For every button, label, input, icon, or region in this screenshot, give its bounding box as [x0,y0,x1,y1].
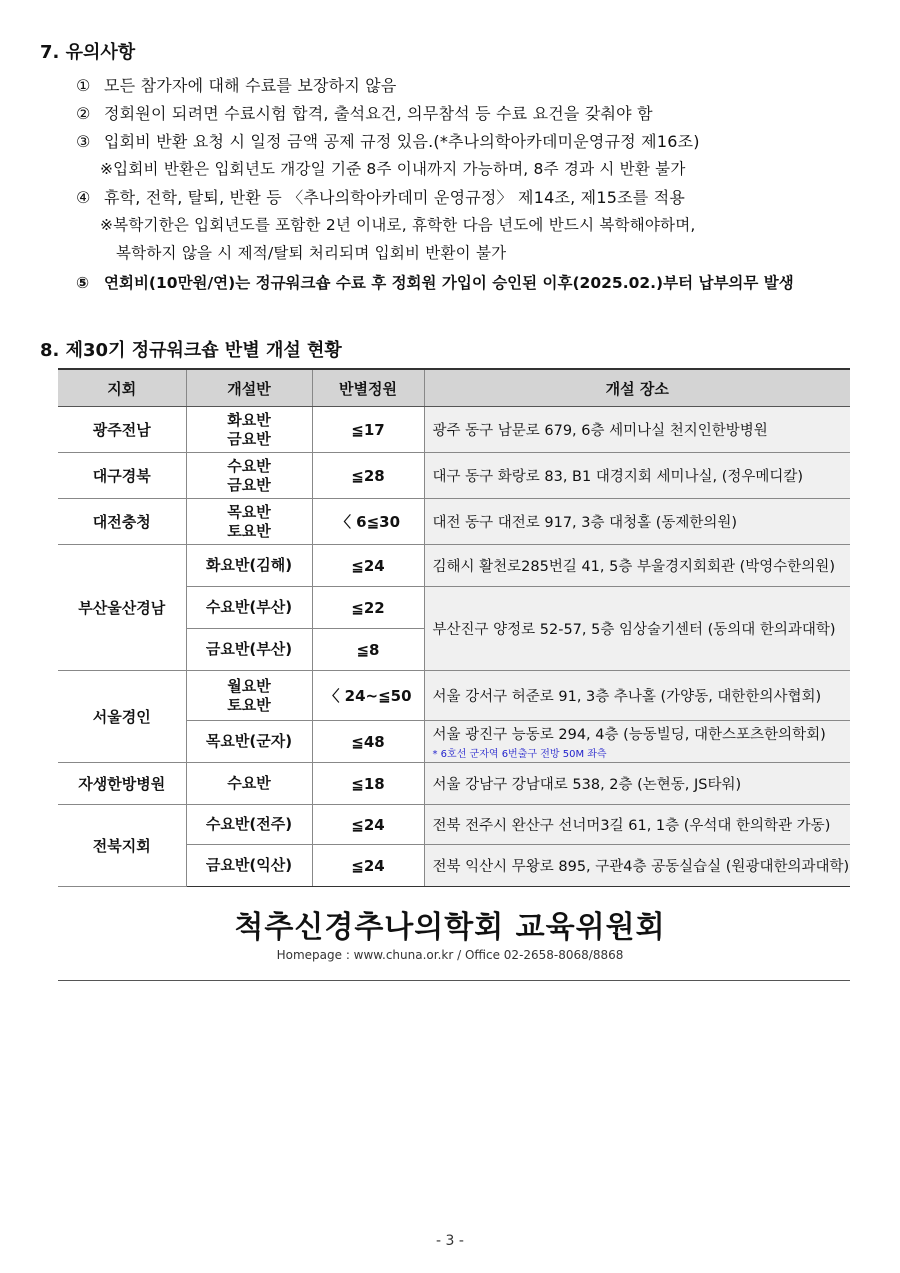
region-cell: 광주전남 [58,407,186,453]
capacity-cell: ≦24 [312,545,424,587]
table-row [58,763,850,805]
class-cell: 수요반 금요반 [186,453,312,499]
capacity-cell: ≦28 [312,453,424,499]
place-cell: 전북 전주시 완산구 선너머3길 61, 1층 (우석대 한의학관 가동) [424,805,850,845]
note-item-2 [76,101,653,124]
class-cell: 금요반(부산) [186,629,312,671]
region-cell: 전북지회 [58,805,186,887]
item-number: ③ [76,132,91,151]
item-number: ④ [76,188,91,207]
class-cell: 목요반 토요반 [186,499,312,545]
capacity-cell: ≦48 [312,721,424,763]
class-cell: 월요반 토요반 [186,671,312,721]
item-number: ① [76,76,91,95]
place-cell: 대전 동구 대전로 917, 3층 대청홀 (동제한의원) [424,499,850,545]
workshop-class-table [58,368,850,887]
table-header-row [58,369,850,407]
header-class: 개설반 [186,369,312,407]
table-row [58,453,850,499]
class-cell: 수요반(전주) [186,805,312,845]
note-sub-return [100,213,696,235]
place-text: 서울 광진구 능동로 294, 4층 (능동빌딩, 대한스포츠한의학회) [432,727,826,743]
class-cell: 수요반(부산) [186,587,312,629]
note-item-1 [76,73,397,96]
capacity-cell: 〈 24~≦50 [312,671,424,721]
header-region: 지회 [58,369,186,407]
item-text: 복학하지 않을 시 제적/탈퇴 처리되며 입회비 반환이 불가 [116,244,507,262]
table-row [58,499,850,545]
page-number: - 3 - [436,1233,464,1249]
note-item-5 [76,271,794,293]
place-cell: 서울 강남구 강남대로 538, 2층 (논현동, JS타워) [424,763,850,805]
item-text: 연회비(10만원/연)는 정규워크숍 수료 후 정회원 가입이 승인된 이후(2025.02.)부터 납부의무 발생 [104,274,794,292]
item-text: 휴학, 전학, 탈퇴, 반환 등 〈추나의학아카데미 운영규정〉 제14조, 제15조를 적용 [104,188,686,207]
class-cell: 목요반(군자) [186,721,312,763]
region-cell: 서울경인 [58,671,186,763]
class-cell: 수요반 [186,763,312,805]
note-item-3 [76,129,700,152]
region-cell: 자생한방병원 [58,763,186,805]
item-text: 정회원이 되려면 수료시험 합격, 출석요건, 의무참석 등 수료 요건을 갖춰야 함 [104,104,653,123]
table-row [58,671,850,721]
note-sub-refund [100,157,686,179]
capacity-cell: ≦18 [312,763,424,805]
contact-info: Homepage : www.chuna.or.kr / Office 02-2658-8068/8868 [276,948,624,962]
item-text: ※입회비 반환은 입회년도 개강일 기준 8주 이내까지 가능하며, 8주 경과 시 반환 불가 [100,160,686,178]
place-cell: 김해시 활천로285번길 41, 5층 부울경지회회관 (박영수한의원) [424,545,850,587]
capacity-cell: ≦17 [312,407,424,453]
region-cell: 대전충청 [58,499,186,545]
section-8-title: 8. 제30기 정규워크숍 반별 개설 현황 [40,340,342,361]
note-item-4 [76,185,685,208]
region-cell: 대구경북 [58,453,186,499]
capacity-cell: ≦24 [312,805,424,845]
table-row [58,407,850,453]
table-row [58,805,850,845]
item-number: ⑤ [76,274,90,292]
capacity-cell: 〈 6≦30 [312,499,424,545]
subway-note: * 6호선 군자역 6번출구 전방 50M 좌측 [432,749,607,760]
capacity-cell: ≦8 [312,629,424,671]
class-cell: 화요반(김해) [186,545,312,587]
item-number: ② [76,104,91,123]
capacity-cell: ≦22 [312,587,424,629]
item-text: 모든 참가자에 대해 수료를 보장하지 않음 [104,76,397,95]
section-7-title: 7. 유의사항 [40,42,136,63]
table-row [58,545,850,587]
note-sub-return-cont [116,241,506,263]
header-place: 개설 장소 [424,369,850,407]
place-cell: 대구 동구 화랑로 83, B1 대경지회 세미나실, (정우메디칼) [424,453,850,499]
item-text: ※복학기한은 입회년도를 포함한 2년 이내로, 휴학한 다음 년도에 반드시 복학해야하며, [100,216,696,234]
place-cell: 전북 익산시 무왕로 895, 구관4층 공동실습실 (원광대한의과대학) [424,845,850,887]
region-cell: 부산울산경남 [58,545,186,671]
place-cell: 광주 동구 남문로 679, 6층 세미나실 천지인한방병원 [424,407,850,453]
place-cell [424,721,850,763]
class-cell: 화요반 금요반 [186,407,312,453]
item-text: 입회비 반환 요청 시 일정 금액 공제 규정 있음.(*추나의학아카데미운영규정 제16조) [104,132,700,151]
divider [58,980,850,981]
place-cell: 서울 강서구 허준로 91, 3층 추나홀 (가양동, 대한한의사협회) [424,671,850,721]
header-capacity: 반별정원 [312,369,424,407]
place-cell: 부산진구 양정로 52-57, 5층 임상술기센터 (동의대 한의과대학) [424,587,850,671]
capacity-cell: ≦24 [312,845,424,887]
organization-name: 척추신경추나의학회 교육위원회 [234,910,666,945]
class-cell: 금요반(익산) [186,845,312,887]
